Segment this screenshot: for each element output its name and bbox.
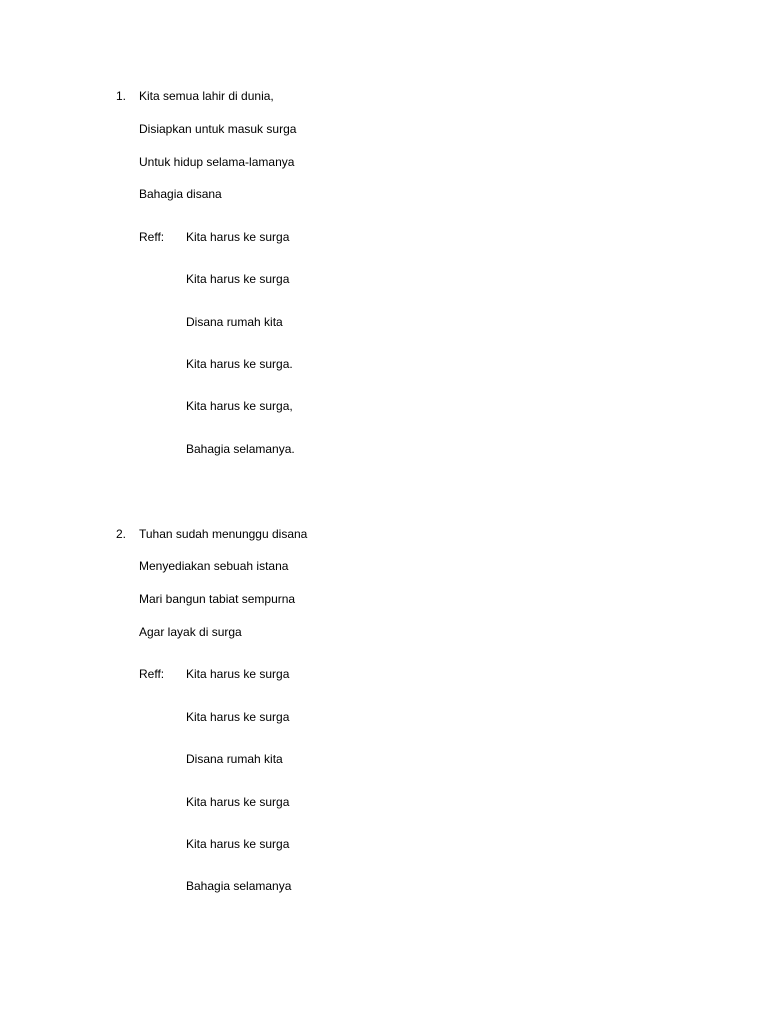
verse-line: Menyediakan sebuah istana bbox=[139, 559, 289, 573]
chorus-line: Kita harus ke surga bbox=[186, 710, 290, 724]
chorus-line: Kita harus ke surga bbox=[186, 272, 290, 286]
reff-label: Reff: bbox=[139, 667, 165, 681]
verse-line: Untuk hidup selama-lamanya bbox=[139, 155, 295, 169]
verse-line: Agar layak di surga bbox=[139, 625, 242, 639]
verse-line: Bahagia disana bbox=[139, 187, 222, 201]
chorus-line: Kita harus ke surga bbox=[186, 667, 290, 681]
stanza-number: 1. bbox=[116, 89, 127, 103]
chorus-line: Kita harus ke surga bbox=[186, 795, 290, 809]
chorus-line: Kita harus ke surga, bbox=[186, 399, 293, 413]
verse-line: Mari bangun tabiat sempurna bbox=[139, 592, 296, 606]
chorus-line: Kita harus ke surga bbox=[186, 837, 290, 851]
verse-line: Disiapkan untuk masuk surga bbox=[139, 122, 297, 136]
chorus-line: Kita harus ke surga bbox=[186, 230, 290, 244]
stanza-number: 2. bbox=[116, 527, 127, 541]
reff-label: Reff: bbox=[139, 230, 165, 244]
chorus-line: Disana rumah kita bbox=[186, 315, 283, 329]
chorus-line: Bahagia selamanya. bbox=[186, 442, 295, 456]
chorus-line: Disana rumah kita bbox=[186, 752, 283, 766]
verse-line: Tuhan sudah menunggu disana bbox=[139, 527, 308, 541]
verse-line: Kita semua lahir di dunia, bbox=[139, 89, 274, 103]
chorus-line: Kita harus ke surga. bbox=[186, 357, 293, 371]
chorus-line: Bahagia selamanya bbox=[186, 879, 292, 893]
